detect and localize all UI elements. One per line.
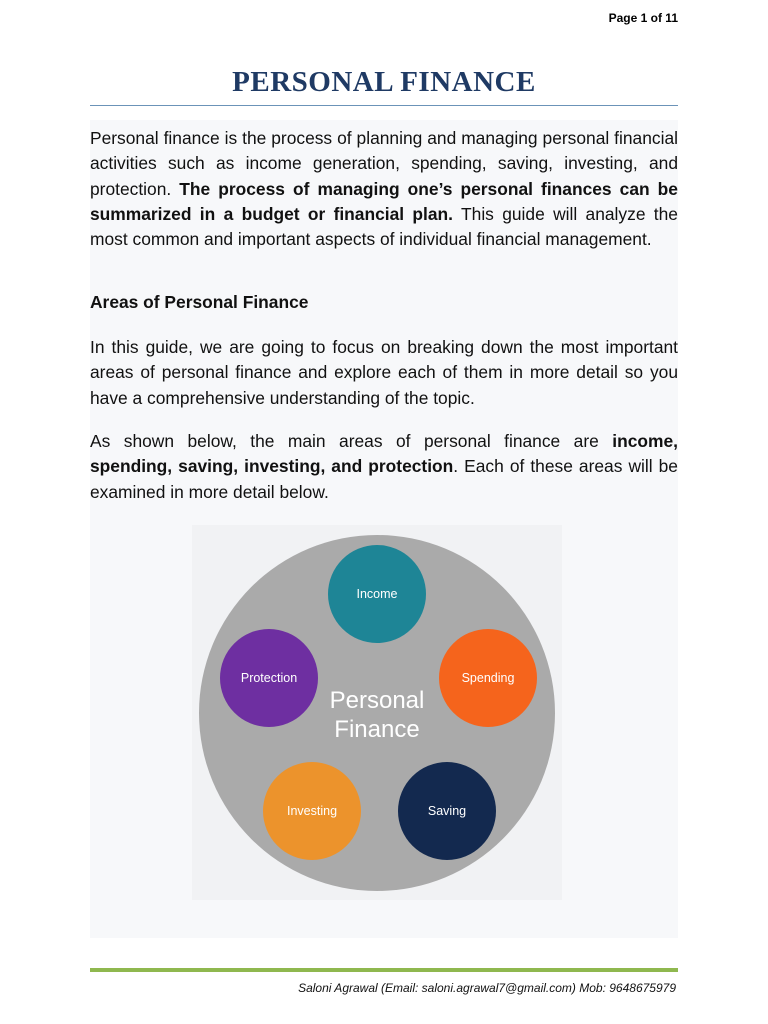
node-spending: [439, 629, 537, 727]
personal-finance-diagram: [192, 525, 562, 900]
center-label-line2: Finance: [334, 716, 420, 743]
page-title: PERSONAL FINANCE: [232, 66, 536, 98]
node-saving-label: Saving: [427, 804, 467, 818]
node-protection-label: Protection: [240, 671, 298, 685]
areas-paragraph: [90, 429, 678, 505]
document-body: [90, 120, 678, 938]
intro-text-start: Personal finance is the process of planning and managing personal financial activities such as income generation, spending, saving, investing, and protection.: [90, 128, 678, 199]
areas-text-end: . Each of these areas will be examined in more detail below.: [90, 456, 678, 502]
node-protection: [220, 629, 318, 727]
node-income: [328, 545, 426, 643]
section-heading: Areas of Personal Finance: [90, 292, 309, 312]
areas-text-start: As shown below, the main areas of personal finance are: [90, 431, 613, 451]
page-number: Page 1 of 11: [608, 11, 678, 25]
intro-bold-text: The process of managing one’s personal finances can be summarized in a budget or financial plan.: [90, 178, 678, 224]
footer-contact: Saloni Agrawal (Email: saloni.agrawal7@gmail.com) Mob: 9648675979: [298, 981, 676, 995]
footer-divider: [90, 968, 678, 972]
areas-bold-text: income, spending, saving, investing, and protection: [90, 431, 678, 477]
title-divider: [90, 105, 678, 106]
intro-paragraph: [90, 126, 678, 252]
node-investing: [263, 762, 361, 860]
node-income-label: Income: [356, 587, 398, 601]
center-label-line1: Personal: [329, 687, 425, 714]
node-investing-label: Investing: [286, 804, 338, 818]
guide-paragraph: In this guide, we are going to focus on breaking down the most important areas of personal finance and explore each of them in more detail so you have a comprehensive understanding of the topic.: [90, 337, 678, 408]
node-saving: [398, 762, 496, 860]
diagram-svg: [192, 525, 562, 900]
node-spending-label: Spending: [461, 671, 515, 685]
intro-text-end: This guide will analyze the most common and important aspects of individual financial management.: [90, 203, 678, 250]
